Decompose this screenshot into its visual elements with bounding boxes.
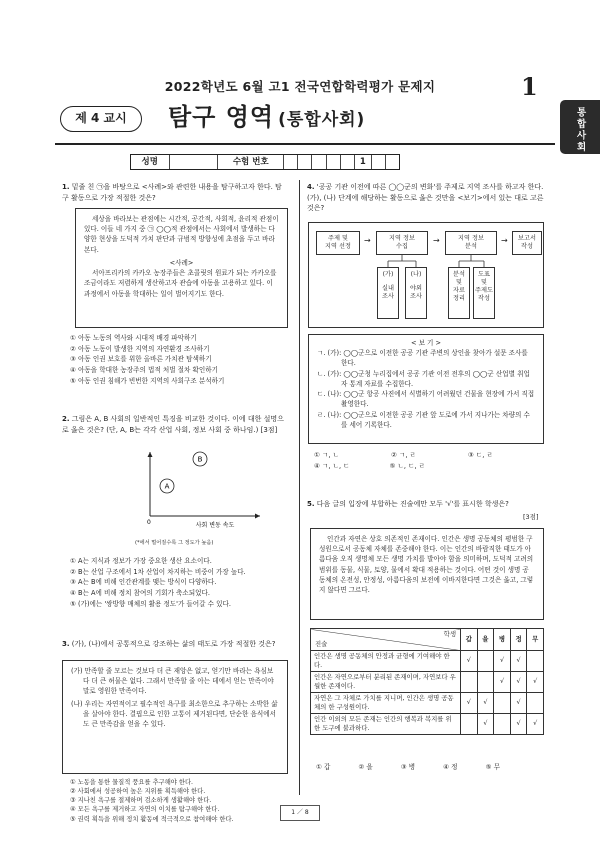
check-cell: √	[477, 692, 494, 713]
option[interactable]: ② 을	[358, 763, 373, 771]
option[interactable]: ③ ㄷ, ㄹ	[467, 451, 493, 459]
student-header: 을	[477, 629, 494, 651]
check-cell: √	[477, 713, 494, 734]
id-cell[interactable]	[283, 155, 297, 169]
check-cell	[477, 671, 494, 692]
option[interactable]: ② B는 산업 구조에서 1차 산업이 차지하는 비중이 가장 높다.	[70, 567, 246, 576]
id-cell[interactable]	[326, 155, 340, 169]
title-subject: (통합사회)	[278, 110, 366, 130]
option[interactable]: ① 아동 노동의 역사와 시대적 배경 파악하기	[70, 334, 197, 342]
table-row	[311, 671, 544, 692]
id-cell[interactable]	[371, 155, 385, 169]
bogi-item: ㄷ. (나): ◯◯군 항공 사진에서 식별하기 어려웠던 건물을 현장에 가서 직접 촬영한다.	[317, 390, 535, 409]
question-4-options-row2	[314, 461, 544, 472]
check-cell: √	[494, 671, 511, 692]
name-label: 성명	[141, 157, 158, 167]
sub-data-analysis: 분석 및 자료 정리	[448, 267, 470, 319]
x-axis-arrow	[255, 514, 260, 519]
student-header: 병	[494, 629, 511, 651]
table-row	[311, 651, 544, 672]
arrow-right-icon: →	[501, 236, 508, 245]
option[interactable]: ④ 모든 욕구를 제거하고 자연의 이치를 탐구해야 한다.	[70, 806, 220, 814]
question-1-passage	[75, 208, 288, 328]
question-3-passage	[62, 660, 288, 774]
check-cell: √	[510, 713, 527, 734]
name-id-bar	[130, 154, 400, 170]
question-number: 5.	[307, 500, 315, 508]
question-text: 그림은 A, B 사회의 일반적인 특징을 비교한 것이다. 이에 대한 설명으로 옳은 것은? (단, A, B는 각각 산업 사회, 정보 사회 중 하나임.) [3점]	[62, 415, 284, 434]
option[interactable]: ② 사회에서 성공하여 높은 지위를 획득해야 한다.	[70, 788, 206, 796]
student-header: 정	[510, 629, 527, 651]
check-cell	[461, 713, 478, 734]
option[interactable]: ⑤ 무	[485, 763, 500, 771]
flow-branch-lines	[309, 255, 545, 267]
question-4-stem	[307, 182, 545, 214]
question-number: 1.	[62, 183, 70, 191]
option[interactable]: ③ A는 B에 비해 인간관계를 맺는 방식이 다양하다.	[70, 578, 217, 587]
bogi-box	[308, 334, 544, 444]
check-cell	[527, 651, 544, 672]
option[interactable]: ④ 정	[443, 763, 458, 771]
side-tab-text: 통합사회	[574, 107, 586, 153]
table-row	[311, 713, 544, 734]
id-digit: 1	[354, 155, 371, 169]
passage-text: 인간과 자연은 상호 의존적인 존재이다. 인간은 생명 공동체의 평범한 구성원으로서 공동체 자체를 존중해야 한다. 이는 인간의 바람직한 태도가 아름다움 오직 생명체 모든 생명 가치를 발아야 함을 의미하며, 도덕적 고려의 범위를 동물, 식물, 토양, 물에서 확대 적용하는 것이다. 어떤 것이 생명 공동체의 온전성, 안정성, 아름다움의 보전에 이바지한다면 그것은 옳고, 그렇지 않다면 그르다.	[319, 535, 534, 595]
bogi-item: ㄱ. (가): ◯◯군으로 이전한 공공 기관 주변의 상인을 찾아가 설문 조사를 한다.	[317, 349, 528, 368]
question-3-options	[70, 778, 295, 824]
column-divider	[299, 180, 300, 795]
sub-text: 야외 조사	[410, 285, 422, 301]
period-badge: 제 4 교시	[60, 106, 142, 132]
question-1-options	[70, 333, 295, 386]
check-cell: √	[510, 671, 527, 692]
check-cell	[461, 671, 478, 692]
option[interactable]: ① A는 지식과 정보가 가장 중요한 생산 요소이다.	[70, 557, 212, 565]
table-corner-cell	[311, 629, 461, 651]
corner-top: 학생	[443, 630, 456, 638]
origin-label: 0	[147, 519, 151, 526]
question-text: (가), (나)에서 공통적으로 강조하는 삶의 태도로 가장 적절한 것은?	[71, 640, 276, 648]
option[interactable]: ④ ㄱ, ㄴ, ㄷ	[314, 462, 350, 470]
y-axis-arrow	[148, 452, 153, 457]
step-info-collection: 지역 정보 수집	[376, 231, 428, 255]
point-a-label: A	[164, 482, 170, 491]
x-axis-label: 사회 변동 속도	[195, 522, 235, 529]
passage-b: (나) 우리는 자연적이고 필수적인 욕구를 최소한으로 추구하는 소박한 삶을 살아야 한다. 결핍으로 인한 고통이 제거된다면, 단순한 음식에서도 큰 만족감을 얻을 수 있다.	[71, 699, 278, 729]
question-number: 4.	[307, 183, 315, 191]
check-cell	[477, 651, 494, 672]
question-text: 밑줄 친 ㉠을 바탕으로 <사례>와 관련한 내용을 탐구하고자 한다. 탐구 활동으로 가장 적절한 것은?	[62, 183, 282, 202]
question-5-options	[316, 762, 544, 773]
arrow-right-icon: →	[364, 236, 371, 245]
option[interactable]: ③ 지나친 욕구를 절제하며 검소하게 생활해야 한다.	[70, 797, 212, 805]
title-main: 탐구 영역	[168, 103, 275, 131]
student-check-table	[310, 628, 544, 735]
sub-label: (나)	[410, 271, 422, 278]
graph-note: (*에서 멀어질수록 그 정도가 높음)	[135, 540, 214, 546]
statement-cell: 인간은 자연으로부터 분리된 존재이며, 자연보다 우월한 존재이다.	[311, 671, 461, 692]
id-label: 수험 번호	[217, 155, 283, 169]
check-cell: √	[527, 713, 544, 734]
check-cell	[494, 713, 511, 734]
page-number: 1	[521, 72, 538, 101]
question-2-stem	[62, 414, 287, 435]
header-rule	[55, 143, 555, 145]
option[interactable]: ⑤ (가)에는 '쌍방향 매체의 활용 정도'가 들어갈 수 있다.	[70, 599, 231, 608]
option[interactable]: ③ 아동 인권 보호를 위한 올바른 가치관 탐색하기	[70, 355, 212, 364]
point-b-label: B	[197, 455, 203, 464]
bogi-item: ㄹ. (나): ◯◯군으로 이전한 공공 기관 앞 도로에 가서 지나가는 차량의 수를 세어 기록한다.	[317, 410, 530, 429]
id-cell[interactable]	[311, 155, 325, 169]
statement-cell: 자연은 그 자체로 가치를 지니며, 인간은 생명 공동체의 한 구성원이다.	[311, 692, 461, 713]
page-title	[168, 100, 365, 135]
question-text: '공공 기관 이전에 따른 ◯◯군의 변화'를 주제로 지역 조사를 하고자 한다. (가), (나) 단계에 해당하는 활동으로 옳은 것만을 <보기>에서 있는 대로 고른 것은?	[307, 183, 544, 213]
id-cell[interactable]	[297, 155, 311, 169]
option[interactable]: ⑤ 아동 인권 침해가 빈번한 지역의 사회구조 분석하기	[70, 376, 225, 385]
check-cell: √	[510, 651, 527, 672]
check-cell: √	[527, 671, 544, 692]
step-report-writing: 보고서 작성	[512, 231, 542, 255]
check-cell: √	[510, 692, 527, 713]
question-text: 다음 글의 입장에 부합하는 진술에만 모두 '√'를 표시한 학생은?	[316, 500, 509, 508]
option[interactable]: ⑤ 권력 획득을 위해 정치 활동에 적극적으로 참여해야 한다.	[70, 815, 234, 823]
bogi-title: < 보 기 >	[410, 339, 442, 347]
option[interactable]: ④ B는 A에 비해 정치 참여의 기회가 축소되었다.	[70, 589, 210, 598]
student-header: 무	[527, 629, 544, 651]
question-number: 3.	[62, 640, 70, 648]
table-row	[311, 692, 544, 713]
student-header: 갑	[461, 629, 478, 651]
subject-side-tab	[560, 100, 600, 154]
option[interactable]: ⑤ ㄴ, ㄷ, ㄹ	[389, 462, 425, 470]
check-cell: √	[461, 692, 478, 713]
question-3-stem	[62, 639, 287, 650]
arrow-right-icon: →	[433, 236, 440, 245]
id-cell[interactable]	[385, 155, 399, 169]
option[interactable]: ① 노동을 통한 물질적 풍요를 추구해야 한다.	[70, 779, 194, 786]
sub-chart-making: 도표 및 주제도 작성	[473, 267, 495, 319]
bogi-item: ㄴ. (가): ◯◯군청 누리집에서 공공 기관 이전 전후의 ◯◯군 산업별 취업자 통계 자료를 수집한다.	[317, 369, 530, 388]
question-number: 2.	[62, 415, 70, 423]
check-cell: √	[461, 651, 478, 672]
question-5-stem	[307, 499, 545, 510]
option[interactable]: ① ㄱ, ㄴ	[314, 451, 339, 459]
question-1-stem	[62, 182, 287, 203]
option[interactable]: ② 아동 노동이 발생한 지역의 자연환경 조사하기	[70, 344, 210, 353]
check-cell: √	[494, 651, 511, 672]
check-cell	[494, 692, 511, 713]
society-comparison-graph	[120, 448, 270, 538]
passage-a: (가) 만족할 줄 모르는 것보다 더 큰 재앙은 없고, 얻기만 바라는 욕심보다 더 큰 허물은 없다. 그래서 만족할 줄 아는 데에서 얻는 만족이야말로 영원한 만족이다.	[71, 667, 274, 696]
survey-flow-diagram	[308, 222, 544, 328]
passage-text: 세상을 바라보는 관점에는 시간적, 공간적, 사회적, 윤리적 관점이 있다. 이들 네 가지 중 ㉠ ◯◯적 관점에서는 사회에서 발생하는 다양한 현상을 도덕적 가치 판단과 규범적 방향성에 초점을 두고 바라본다.	[84, 215, 279, 254]
check-cell	[527, 692, 544, 713]
name-field[interactable]	[169, 155, 218, 169]
statement-cell: 인간은 생명 공동체의 안정과 균형에 기여해야 한다.	[311, 651, 461, 672]
case-text: 서아프리카의 카카오 농장주들은 초콜릿의 원료가 되는 카카오를 조금이라도 저렴하게 생산하고자 관습에 아동을 고용하고 있다. 이 과정에서 아동을 학대하는 일이 벌어지기도 한다.	[84, 269, 277, 298]
step-info-analysis: 지역 정보 분석	[445, 231, 497, 255]
sub-text: 실내 조사	[382, 285, 394, 301]
sub-indoor-survey	[377, 267, 399, 319]
statement-cell: 인간 이외의 모든 존재는 인간의 행복과 복지를 위한 도구에 불과하다.	[311, 713, 461, 734]
case-title: <사례>	[169, 258, 194, 267]
table-header-row	[311, 629, 544, 651]
points-label: [3점]	[523, 513, 539, 521]
option[interactable]: ④ 아동을 학대한 농장주의 법적 처벌 절차 확인하기	[70, 366, 218, 375]
step-topic-selection: 주제 및 지역 선정	[316, 231, 360, 255]
option[interactable]: ② ㄱ, ㄹ	[390, 451, 416, 459]
question-2-options	[70, 556, 295, 609]
sub-field-survey	[405, 267, 427, 319]
id-cell[interactable]	[340, 155, 354, 169]
page-footer: 1 ／ 8	[280, 805, 320, 821]
sub-label: (가)	[382, 271, 394, 278]
question-5-passage	[310, 528, 544, 620]
option[interactable]: ① 갑	[316, 763, 331, 771]
question-4-options-row1	[314, 450, 544, 461]
corner-bottom: 진술	[315, 640, 328, 649]
exam-title-line: 2022학년도 6월 고1 전국연합학력평가 문제지	[164, 79, 436, 94]
option[interactable]: ③ 병	[400, 763, 416, 771]
